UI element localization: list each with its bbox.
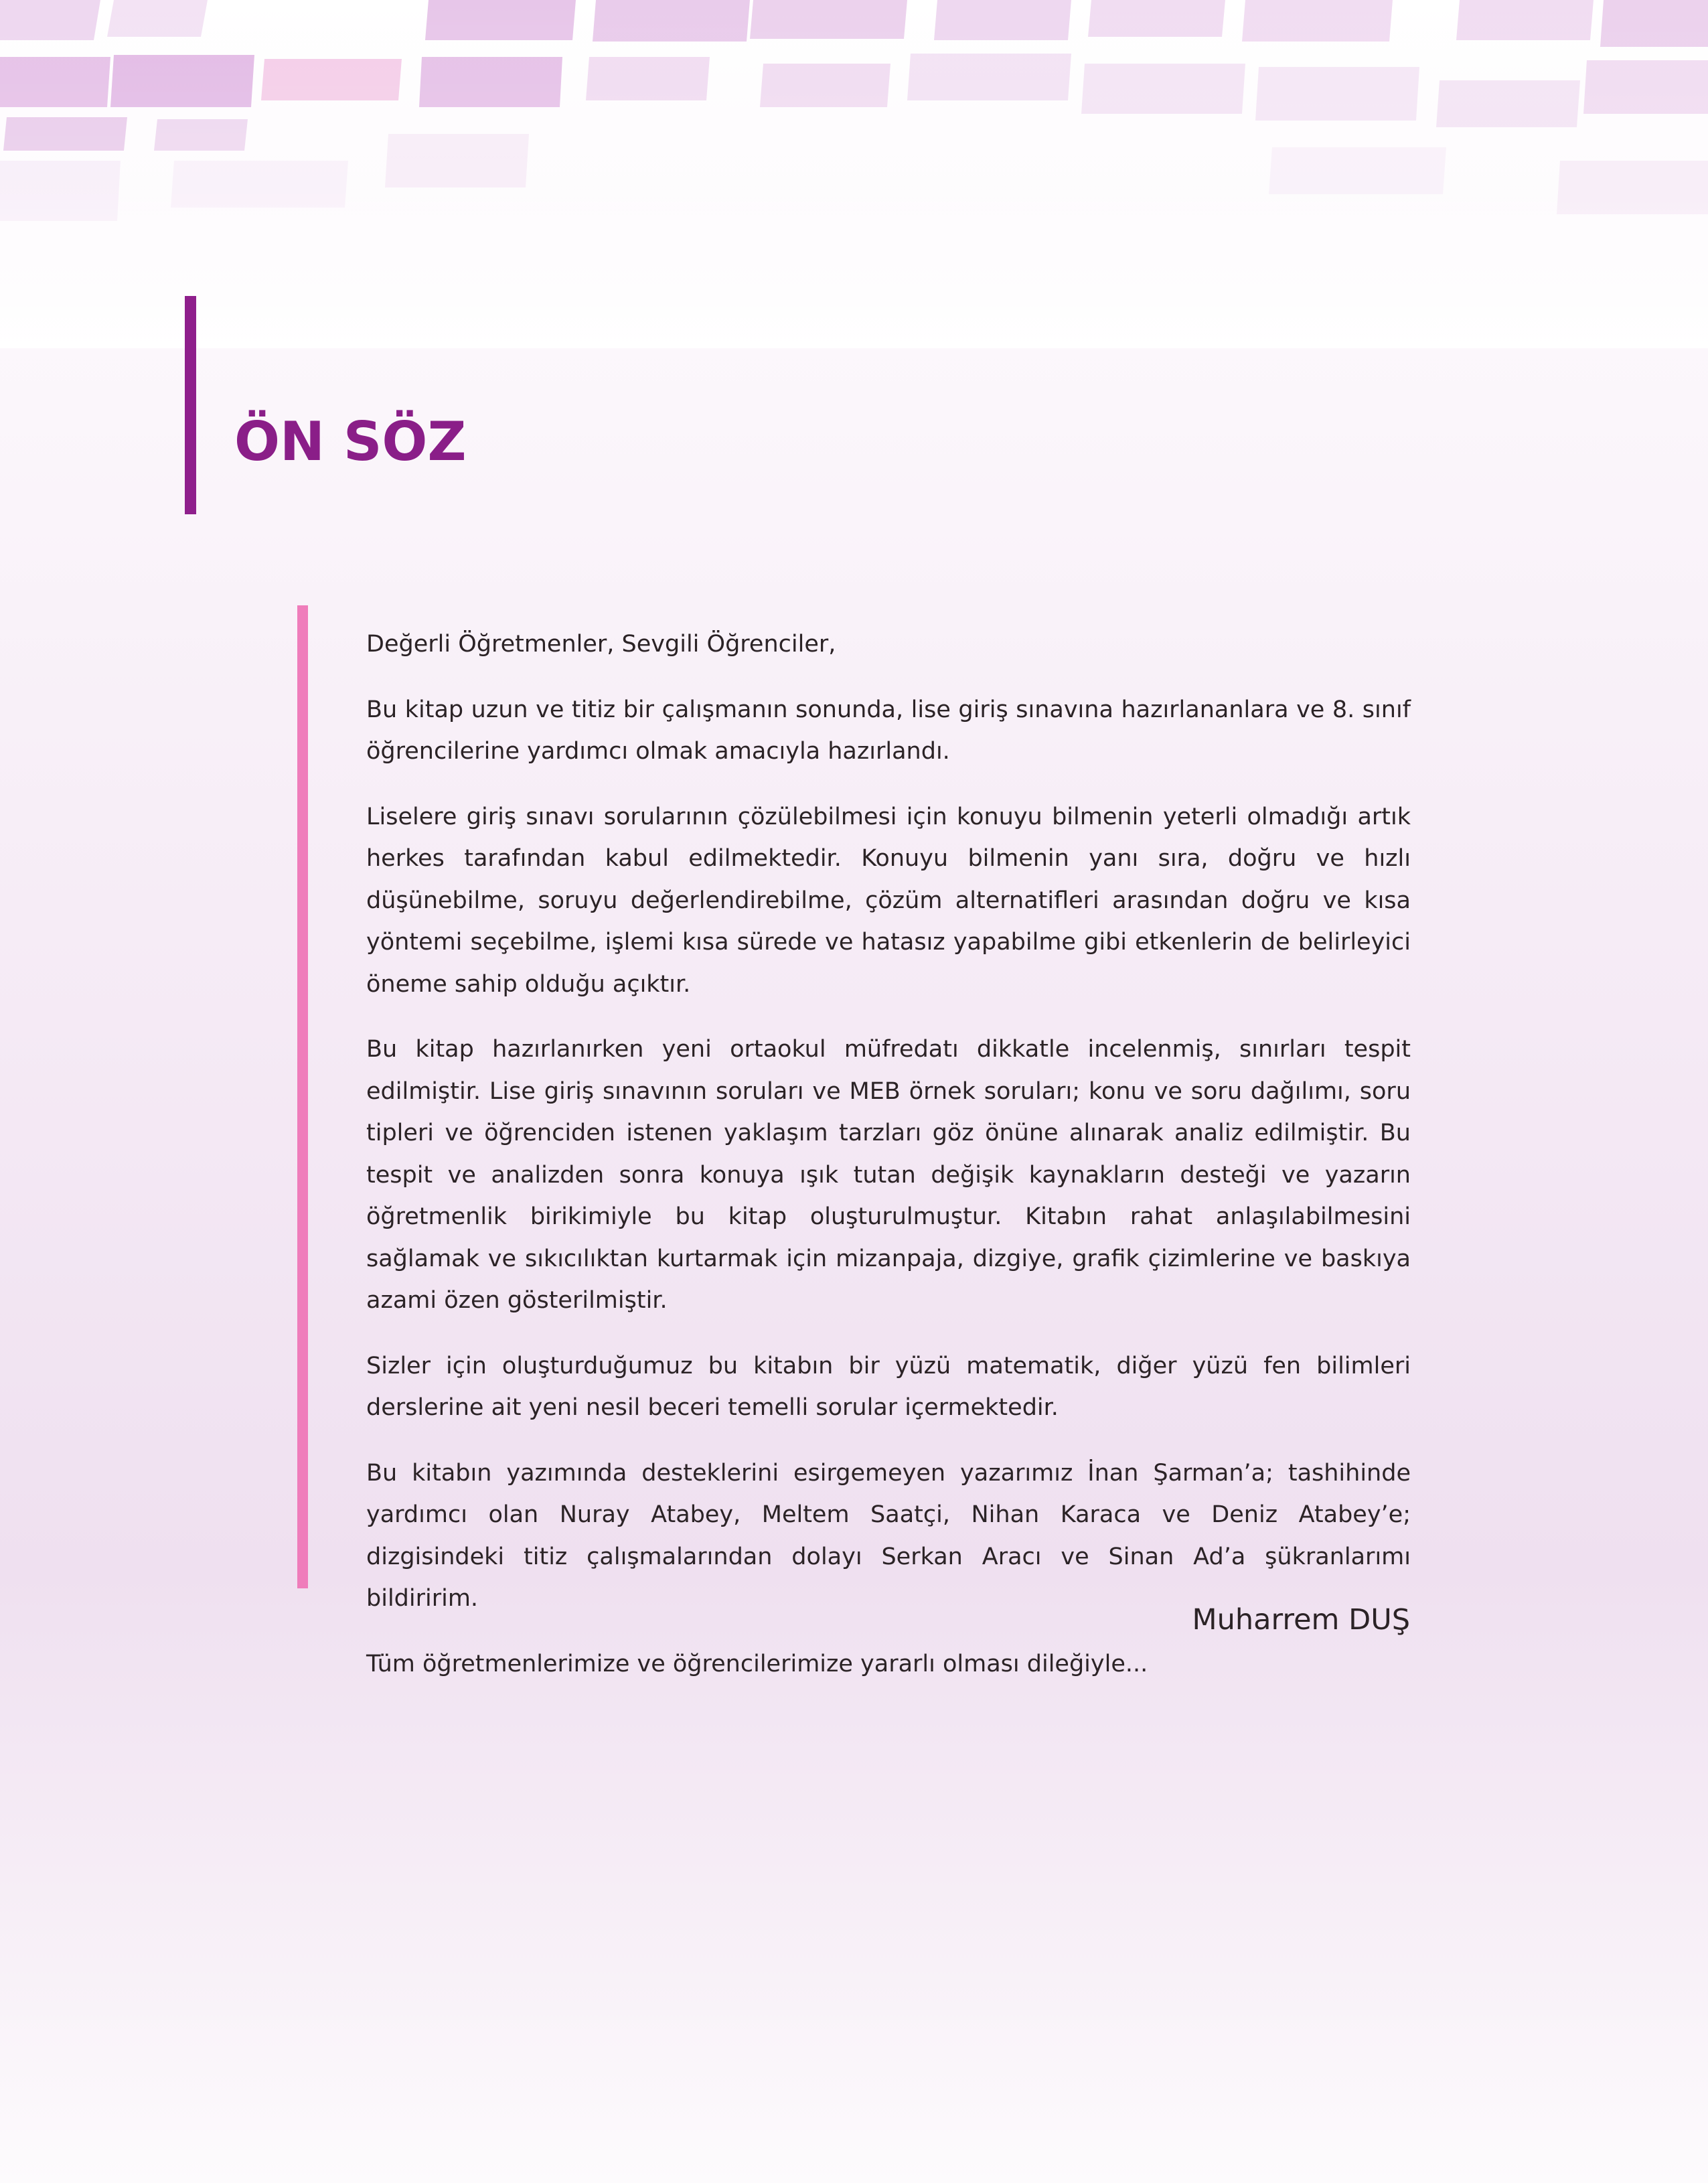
closing-line: Tüm öğretmenlerimize ve öğrencilerimize yararlı olması dileğiyle... [366,1650,1148,1677]
paragraph-4: Sizler için oluşturduğumuz bu kitabın bir yüzü matematik, diğer yüzü fen bilimleri derslerine ait yeni nesil beceri temelli sorular içermektedir. [366,1352,1411,1421]
header-decoration [0,0,1708,348]
greeting: Değerli Öğretmenler, Sevgili Öğrenciler, [366,631,836,658]
signature: Muharrem DUŞ [1192,1603,1410,1637]
paragraph-3: Bu kitap hazırlanırken yeni ortaokul müfredatı dikkatle incelenmiş, sınırları tespit edilmiştir. Lise giriş sınavının soruları ve MEB örnek soruları; konu ve soru dağılımı, soru tipleri ve öğrenciden istenen yaklaşım tarzları göz önüne alınarak analiz edilmiştir. Bu tespit ve analizden sonra konuya ışık tutan değişik kaynakların desteği ve yazarın öğretmenlik birikimiyle bu kitap oluşturulmuştur. Kitabın rahat anlaşılabilmesini sağlamak ve sıkıcılıktan kurtarmak için mizanpaja, dizgiye, grafik çizimlerine ve baskıya azami özen gösterilmiştir. [366,1036,1411,1314]
paragraph-1: Bu kitap uzun ve titiz bir çalışmanın sonunda, lise giriş sınavına hazırlananlara ve 8. sınıf öğrencilerine yardımcı olmak amacıyla hazırlandı. [366,696,1411,765]
letter-body [366,623,1411,1708]
paragraph-5: Bu kitabın yazımında desteklerini esirgemeyen yazarımız İnan Şarman’a; tashihinde yardımcı olan Nuray Atabey, Meltem Saatçi, Nihan Karaca ve Deniz Atabey’e; dizgisindeki titiz çalışmalarından dolayı Serkan Aracı ve Sinan Ad’a şükranlarımı bildiririm. [366,1459,1411,1612]
heading-accent-bar [185,296,196,514]
text-accent-bar [297,605,308,1588]
page-title: ÖN SÖZ [234,410,467,473]
paragraph-2: Liselere giriş sınavı sorularının çözülebilmesi için konuyu bilmenin yeterli olmadığı artık herkes tarafından kabul edilmektedir. Konuyu bilmenin yanı sıra, doğru ve hızlı düşünebilme, soruyu değerlendirebilme, çözüm alternatifleri arasından doğru ve kısa yöntemi seçebilme, işlemi kısa sürede ve hatasız yapabilme gibi etkenlerin de belirleyici öneme sahip olduğu açıktır. [366,803,1411,998]
